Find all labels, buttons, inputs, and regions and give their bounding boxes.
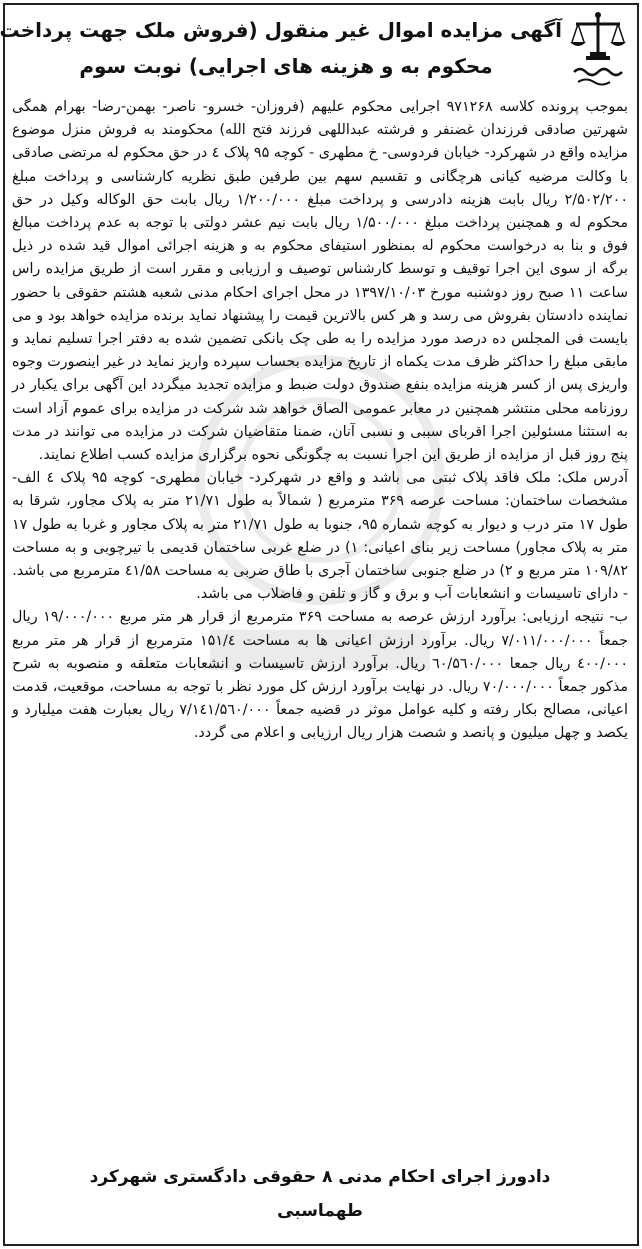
valuation-paragraph: ب- نتیجه ارزیابی: برآورد ارزش عرصه به مساحت ۳۶۹ مترمربع از قرار هر متر مربع ۱۹/۰۰۰/۰۰۰ ریال جمعاً ۷/۰۱۱/۰۰۰/۰۰۰ ریال. برآورد ارزش اعیانی ها به مساحت ۱۵۱/٤ مترمربع از قرار هر متر مربع ٤۰۰/۰۰۰ ریال جمعا ٦۰/۵٦۰/۰۰۰ ریال. برآورد ارزش تاسیسات و انشعابات متعلقه و منصوبه به شرح مذکور جمعاً ۷۰/۰۰۰/۰۰۰ ریال. در نهایت برآورد ارزش کل مورد نظر با توجه به مساحت، موقعیت، قدمت اعیانی، مصالح بکار رفته و کلیه عوامل موثر در قضیه جمعاً ۷/۱٤۱/۵٦۰/۰۰۰ ریال بعبارت هفت میلیارد و یکصد و چهل میلیون و پانصد و شصت هزار ریال ارزیابی و اعلام می گردد.: [12, 609, 629, 742]
signature-block: [12, 1160, 628, 1228]
signature-name: طهماسبی: [277, 1201, 363, 1221]
judiciary-emblem-icon: [568, 10, 628, 92]
utilities-paragraph: - دارای تاسیسات و انشعابات آب و برق و گاز و تلفن و فاضلاب می باشد.: [196, 586, 628, 603]
signature-title: دادورز اجرای احکام مدنی ۸ حقوقی دادگستری شهرکرد: [89, 1167, 551, 1187]
notice-title: [0, 12, 562, 84]
notice-body: [12, 96, 628, 746]
title-line-2: محکوم به و هزینه های اجرایی) نوبت سوم: [79, 54, 493, 78]
title-line-1: آگهی مزایده اموال غیر منقول (فروش ملک جهت پرداخت: [0, 18, 562, 42]
main-paragraph: بموجب پرونده کلاسه ۹۷۱۲۶۸ اجرایی محکوم علیهم (فروزان- خسرو- ناصر- بهمن-رضا- بهرام همگی شهرتین صادقی فرزندان غضنفر و فرشته عبداللهی فرزند فتح الله) محکومند به فروش منزل موضوع مزایده واقع در شهرکرد- خیابان فردوسی- خ مطهری - کوچه ۹۵ پلاک ٤ در حق محکوم له مرتضی صادقی با وکالت مرضیه کیانی هرچگانی و تقسیم سهم بین طرفین طبق نظریه کارشناسی و پرداخت مبلغ ۲/۵۰۲/۲۰۰ ریال بابت هزینه دادرسی و پرداخت مبلغ ۱/۲۰۰/۰۰۰ ریال بابت حق الوکاله وکیل در حق محکوم له و همچنین پرداخت مبلغ ۱/۵۰۰/۰۰۰ ریال بابت نیم عشر دولتی با توجه به عدم پرداخت مبالغ فوق و بنا به درخواست محکوم له بمنظور استیفای محکوم به و هزینه اجرائی اموال قید شده در ذیل برگه از سوی این اجرا توقیف و توسط کارشناس توصیف و ارزیابی و مقرر است از طریق مزایده راس ساعت ۱۱ صبح روز دوشنبه مورخ ۱۳۹۷/۱۰/۰۳ در محل اجرای احکام مدنی شعبه هشتم حقوقی با حضور نماینده دادستان بفروش می رسد و هر کس بالاترین قیمت را پیشنهاد نماید برنده مزایده خواهد بود و می بایست فی المجلس ده درصد مورد مزایده را به طی چک بانکی تضمین شده به دفتر اجرا تسلیم نماید و مابقی مبلغ را حداکثر ظرف مدت یکماه از تاریخ مزایده بحساب سپرده واریز نماید در غیر اینصورت وجوه واریزی پس از کسر هزینه مزایده بنفع صندوق دولت ضبط و مزایده تجدید میگردد این آگهی برای یکبار در روزنامه محلی منتشر همچنین در معابر عمومی الصاق خواهد شد شرکت در مزایده برای عموم آزاد است به استثنا مسئولین اجرا اقربای سببی و نسبی آنان، ضمنا متقاضیان شرکت در مزایده می توانند در مدت پنج روز قبل از مزایده از طریق این اجرا نسبت به چگونگی نحوه برگزاری مزایده کسب اطلاع نمایند.: [12, 99, 628, 464]
address-paragraph: آدرس ملک: ملک فاقد پلاک ثبتی می باشد و واقع در شهرکرد- خیابان مطهری- کوچه ۹۵ پلاک ٤ الف- مشخصات ساختمان: مساحت عرصه ۳۶۹ مترمربع ( شمالاً به طول ۲۱/۷۱ متر به پلاک مجاور، شرقا به طول ۱۷ متر درب و دیوار به کوچه شماره ۹۵، جنوبا به طول ۲۱/۷۱ متر به پلاک مجاور و غربا به طول ۱۷ متر به پلاک مجاور) مساحت زیر بنای اعیانی: ۱) در ضلع غربی ساختمان قدیمی با تیرچوبی و به مساحت ۱۰۹/۸۲ متر مربع و ۲) در ضلع جنوبی ساختمان آجری با طاق ضربی به مساحت ٤۱/۵۸ مترمربع می باشد.: [12, 470, 628, 580]
